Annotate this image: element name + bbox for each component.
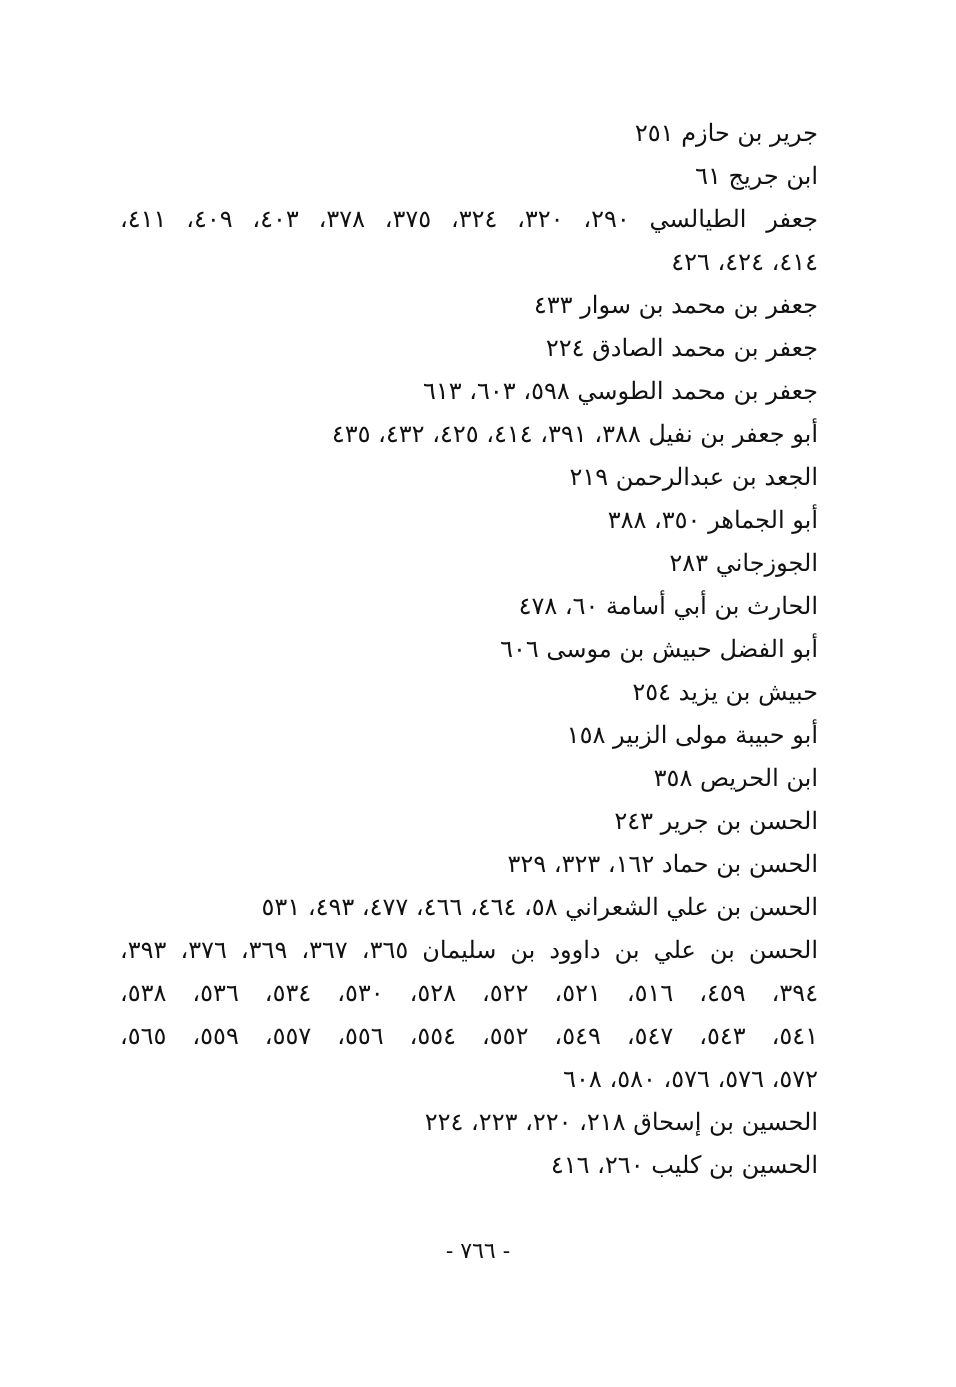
index-line: الحسين بن إسحاق ٢١٨، ٢٢٠، ٢٢٣، ٢٢٤ bbox=[424, 1108, 818, 1136]
index-line: جرير بن حازم ٢٥١ bbox=[634, 119, 818, 147]
index-line: ٤١٤، ٤٢٤، ٤٢٦ bbox=[671, 248, 818, 276]
index-line: الحسين بن كليب ٢٦٠، ٤١٦ bbox=[550, 1151, 818, 1179]
index-line: أبو الفضل حبيش بن موسى ٦٠٦ bbox=[500, 635, 818, 663]
index-line: الجعد بن عبدالرحمن ٢١٩ bbox=[569, 463, 818, 491]
index-line: جعفر بن محمد الصادق ٢٢٤ bbox=[545, 334, 818, 362]
index-line: الحسن بن حماد ١٦٢، ٣٢٣، ٣٢٩ bbox=[507, 850, 818, 878]
index-line: الحسن بن جرير ٢٤٣ bbox=[614, 807, 818, 835]
index-line: ابن جريج ٦١ bbox=[695, 162, 818, 190]
index-line: أبو الجماهر ٣٥٠، ٣٨٨ bbox=[607, 506, 818, 534]
index-line: ابن الحريص ٣٥٨ bbox=[653, 764, 818, 792]
index-line: الحسن بن علي الشعراني ٥٨، ٤٦٤، ٤٦٦، ٤٧٧، ٤٩٣، ٥٣١ bbox=[261, 893, 818, 921]
index-line: الحارث بن أبي أسامة ٦٠، ٤٧٨ bbox=[518, 592, 818, 620]
index-line: أبو جعفر بن نفيل ٣٨٨، ٣٩١، ٤١٤، ٤٢٥، ٤٣٢، ٤٣٥ bbox=[331, 420, 818, 448]
index-line: حبيش بن يزيد ٢٥٤ bbox=[632, 678, 818, 706]
index-line: أبو حبيبة مولى الزبير ١٥٨ bbox=[566, 721, 818, 749]
index-line: الجوزجاني ٢٨٣ bbox=[669, 549, 818, 577]
index-line: الحسن بن علي بن داوود بن سليمان ٣٦٥، ٣٦٧، ٣٦٩، ٣٧٦، ٣٩٣، bbox=[120, 936, 818, 964]
index-entries bbox=[120, 112, 818, 1187]
page-number: - ٧٦٦ - bbox=[445, 1239, 511, 1264]
index-line: جعفر بن محمد بن سوار ٤٣٣ bbox=[533, 291, 818, 319]
index-line: جعفر بن محمد الطوسي ٥٩٨، ٦٠٣، ٦١٣ bbox=[422, 377, 818, 405]
index-line: جعفر الطيالسي ٢٩٠، ٣٢٠، ٣٢٤، ٣٧٥، ٣٧٨، ٤٠٣، ٤٠٩، ٤١١، bbox=[120, 205, 818, 233]
index-line: ٥٤١، ٥٤٣، ٥٤٧، ٥٤٩، ٥٥٢، ٥٥٤، ٥٥٦، ٥٥٧، ٥٥٩، ٥٦٥، bbox=[120, 1022, 818, 1050]
index-line: ٥٧٢، ٥٧٦، ٥٧٦، ٥٨٠، ٦٠٨ bbox=[563, 1065, 818, 1093]
index-line: ٣٩٤، ٤٥٩، ٥١٦، ٥٢١، ٥٢٢، ٥٢٨، ٥٣٠، ٥٣٤، ٥٣٦، ٥٣٨، bbox=[120, 979, 818, 1007]
